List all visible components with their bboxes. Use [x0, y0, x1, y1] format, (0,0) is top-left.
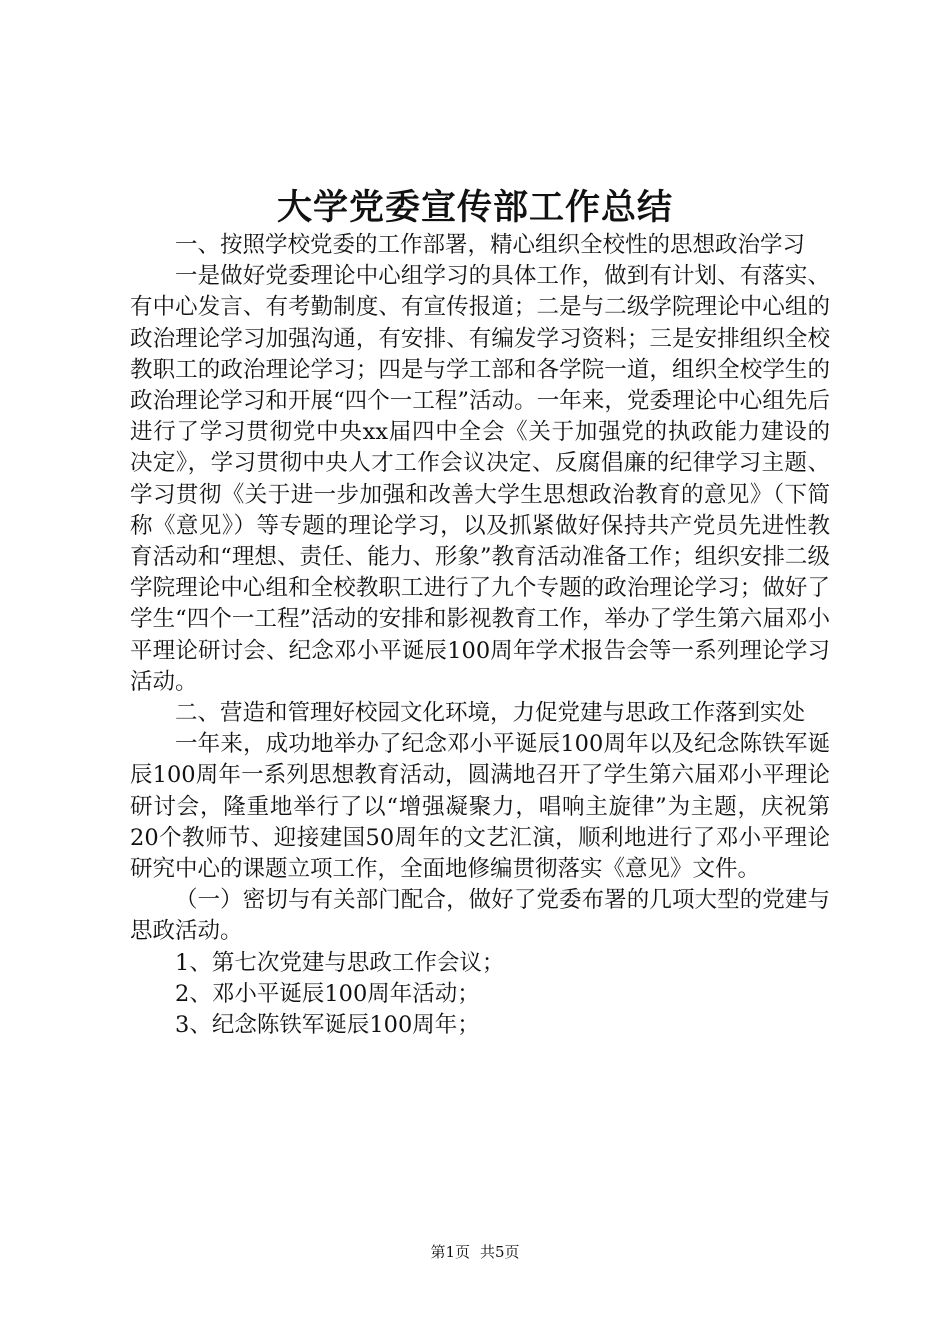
page-footer [0, 1241, 950, 1263]
section-heading-2: 二、营造和管理好校园文化环境，力促党建与思政工作落到实处 [175, 700, 806, 727]
list-item: 2、邓小平诞辰100周年活动； [175, 980, 480, 1007]
page-number: 第1页 [430, 1243, 470, 1261]
list-item: 3、纪念陈铁军诞辰100周年； [175, 1012, 480, 1039]
page-total: 共5页 [480, 1243, 520, 1261]
list-item: 1、第七次党建与思政工作会议； [175, 949, 505, 976]
document-body [130, 230, 830, 1041]
document-title: 大学党委宣传部工作总结 [276, 187, 673, 228]
section-heading-1: 一、按照学校党委的工作部署，精心组织全校性的思想政治学习 [175, 232, 806, 258]
paragraph-2: 一年来，成功地举办了纪念邓小平诞辰100周年以及纪念陈铁军诞辰100周年一系列思想教育活动，圆满地召开了学生第六届邓小平理论研讨会，隆重地举行了以“增强凝聚力，唱响主旋律”为主题，庆祝第20个教师节、迎接建国50周年的文艺汇演，顺利地进行了邓小平理论研究中心的课题立项工作，全面地修编贯彻落实《意见》文件。 [130, 731, 830, 883]
paragraph-1: 一是做好党委理论中心组学习的具体工作，做到有计划、有落实、有中心发言、有考勤制度、有宣传报道；二是与二级学院理论中心组的政治理论学习加强沟通，有安排、有编发学习资料；三是安排组织全校教职工的政治理论学习；四是与学工部和各学院一道，组织全校学生的政治理论学习和开展“四个一工程”活动。一年来，党委理论中心组先后进行了学习贯彻党中央xx届四中全会《关于加强党的执政能力建设的决定》，学习贯彻中央人才工作会议决定、反腐倡廉的纪律学习主题、学习贯彻《关于进一步加强和改善大学生思想政治教育的意见》（下简称《意见》）等专题的理论学习，以及抓紧做好保持共产党员先进性教育活动和“理想、责任、能力、形象”教育活动准备工作；组织安排二级学院理论中心组和全校教职工进行了九个专题的政治理论学习；做好了学生“四个一工程”活动的安排和影视教育工作，举办了学生第六届邓小平理论研讨会、纪念邓小平诞辰100周年学术报告会等一系列理论学习活动。 [130, 263, 830, 695]
subsection-heading-1: （一）密切与有关部门配合，做好了党委布署的几项大型的党建与思政活动。 [130, 887, 830, 945]
